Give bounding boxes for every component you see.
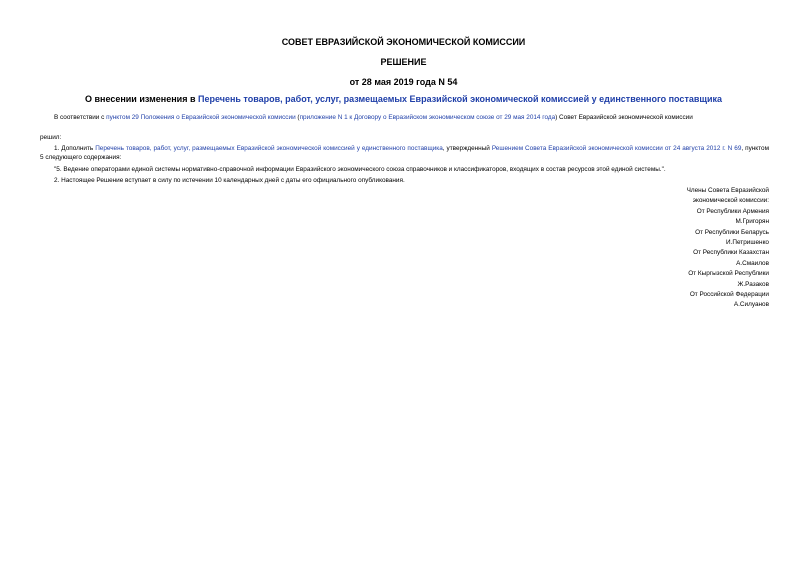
title-link-list[interactable]: Перечень товаров, работ, услуг, размещаемых Евразийской экономической комиссией у единственного поставщика xyxy=(197,94,723,104)
preamble-text-1: В соответствии с xyxy=(54,114,107,121)
signature-block xyxy=(609,186,769,311)
link-council-decision-69[interactable]: Решением Совета Евразийской экономической комиссии от 24 августа 2012 г. N 69 xyxy=(491,145,742,152)
item1-text-2: , утвержденный xyxy=(442,145,492,152)
signature-country-armenia: От Республики Армения xyxy=(696,207,769,215)
signature-heading-line-1: Члены Совета Евразийской xyxy=(686,187,769,194)
document-type-heading: РЕШЕНИЕ xyxy=(380,57,427,67)
paragraph-preamble xyxy=(40,114,769,123)
signature-name-kyrgyzstan: Ж.Разаков xyxy=(737,280,769,288)
organization-heading: СОВЕТ ЕВРАЗИЙСКОЙ ЭКОНОМИЧЕСКОЙ КОМИССИИ xyxy=(281,37,526,47)
link-regulation-point-29[interactable]: пунктом 29 Положения о Евразийской экономической комиссии xyxy=(106,114,296,121)
paragraph-decided: решил: xyxy=(40,134,62,141)
signature-name-russia: А.Силуанов xyxy=(733,301,769,309)
preamble-text-2: ( xyxy=(295,114,300,121)
signature-country-kazakhstan: От Республики Казахстан xyxy=(693,249,769,257)
link-list-of-goods[interactable]: Перечень товаров, работ, услуг, размещаемых Евразийской экономической комиссией у единственного поставщика xyxy=(95,145,443,152)
title-prefix: О внесении изменения в xyxy=(84,94,198,104)
signature-country-belarus: От Республики Беларусь xyxy=(695,228,769,236)
document-title xyxy=(0,94,807,105)
paragraph-item-1 xyxy=(40,145,769,162)
link-treaty-annex-1[interactable]: приложение N 1 к Договору о Евразийском экономическом союзе от 29 мая 2014 года xyxy=(299,114,556,121)
signature-country-kyrgyzstan: От Кыргызской Республики xyxy=(688,270,769,278)
item1-text-3: , пунктом 5 следующего содержания: xyxy=(40,145,769,161)
preamble-text-3: ) Совет Евразийской экономической комиссии xyxy=(555,114,693,121)
signature-country-russia: От Российской Федерации xyxy=(689,291,769,299)
paragraph-quoted-point-5: "5. Ведение операторами единой системы нормативно-справочной информации Евразийского экономического союза справочников и классификаторов, входящих в состав ресурсов этой единой системы.". xyxy=(54,166,666,173)
signature-heading-line-2: экономической комиссии: xyxy=(692,197,769,205)
paragraph-item-2: 2. Настоящее Решение вступает в силу по истечении 10 календарных дней с даты его официального опубликования. xyxy=(54,177,405,184)
item1-text-1: 1. Дополнить xyxy=(54,145,96,152)
signature-name-armenia: М.Григорян xyxy=(735,218,769,226)
signature-name-kazakhstan: А.Смаилов xyxy=(736,259,769,267)
date-number-heading: от 28 мая 2019 года N 54 xyxy=(349,77,458,87)
signature-name-belarus: И.Петришенко xyxy=(726,239,769,247)
